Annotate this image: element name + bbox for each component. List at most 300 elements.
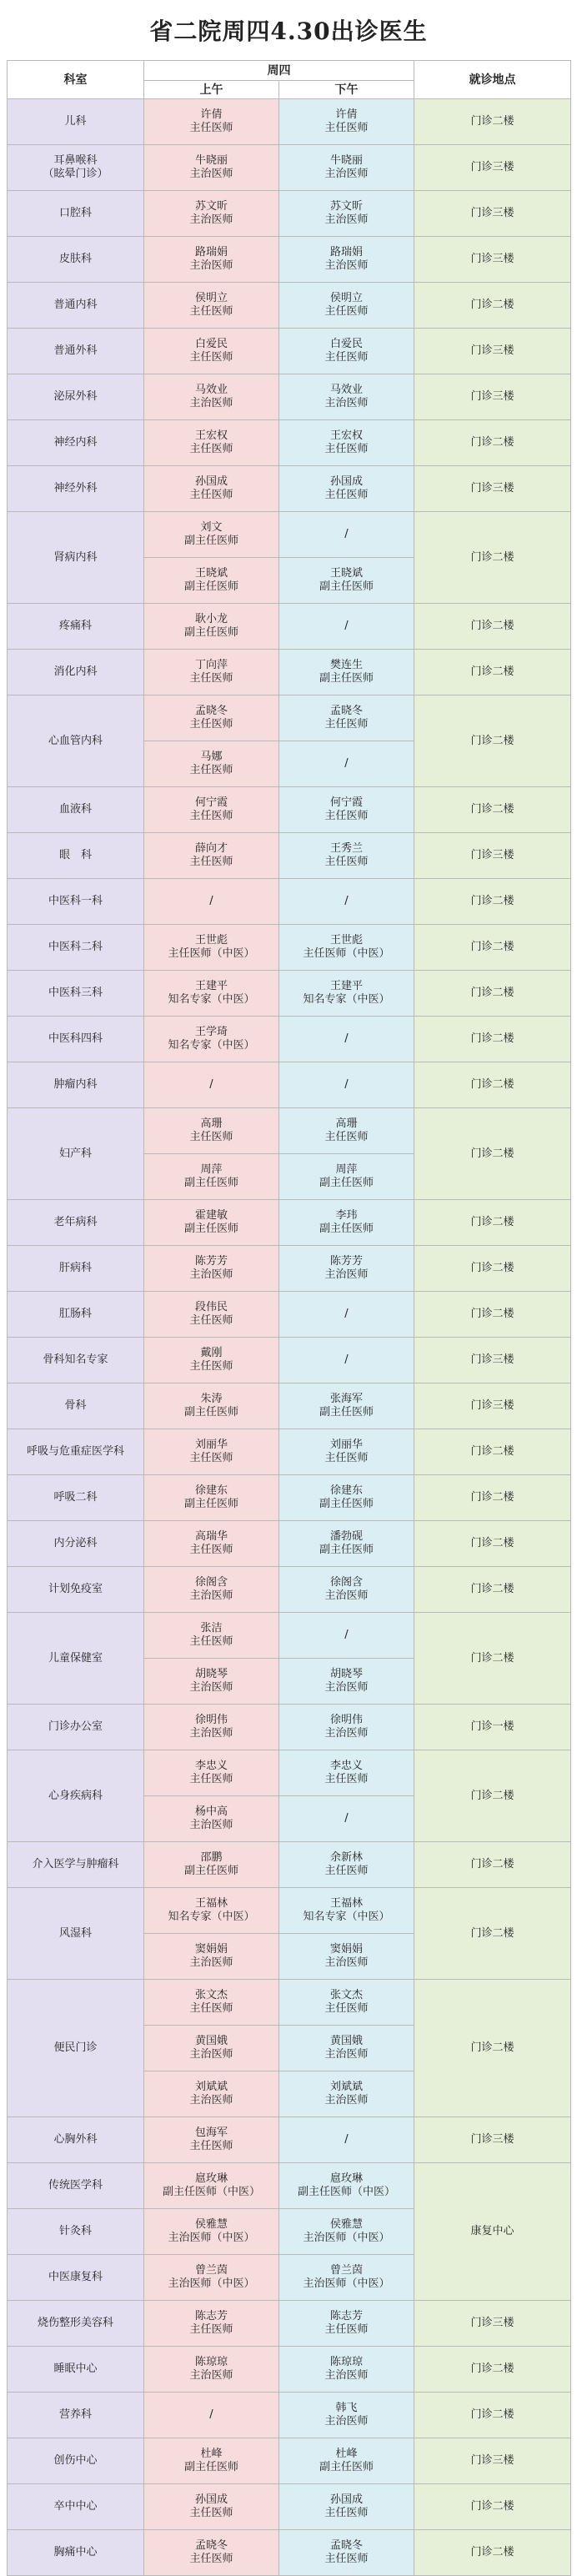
dept-cell: 疼痛科 xyxy=(8,604,144,650)
doctor-name: 侯明立 xyxy=(194,292,228,304)
doctor-name: 马效业 xyxy=(329,384,363,396)
table-row xyxy=(8,695,571,741)
doctor-name: 胡晓琴 xyxy=(329,1668,363,1680)
pm-doctor-cell xyxy=(279,2071,414,2117)
am-doctor-cell xyxy=(144,833,279,879)
doctor-title: 主任医师 xyxy=(324,856,369,868)
doctor-name: 孟晓冬 xyxy=(194,705,228,717)
header-day: 周四 xyxy=(144,61,414,81)
location-cell: 门诊二楼 xyxy=(414,2393,571,2438)
dept-cell: 儿科 xyxy=(8,99,144,145)
doctor-title: 主治医师 xyxy=(324,2048,369,2061)
location-cell: 门诊二楼 xyxy=(414,1613,571,1705)
dept-cell: 烧伤整形美容科 xyxy=(8,2301,144,2347)
doctor-name: 杜峰 xyxy=(200,2448,223,2460)
doctor-title: 主任医师 xyxy=(189,2002,233,2015)
location-cell: 康复中心 xyxy=(414,2163,571,2301)
dept-cell: 中医科一科 xyxy=(8,879,144,925)
table-row xyxy=(8,466,571,512)
doctor-title: 副主任医师 xyxy=(183,1406,238,1419)
am-doctor-cell xyxy=(144,2255,279,2301)
doctor-name: 刘斌斌 xyxy=(329,2081,363,2093)
doctor-title: 主任医师 xyxy=(189,351,233,364)
location-cell: 门诊三楼 xyxy=(414,237,571,283)
location-cell: 门诊三楼 xyxy=(414,145,571,191)
am-doctor-cell xyxy=(144,1108,279,1154)
doctor-name: 王秀兰 xyxy=(329,842,363,855)
doctor-name: 高珊 xyxy=(200,1117,223,1130)
doctor-name: 张洁 xyxy=(200,1622,223,1634)
pm-doctor-cell xyxy=(279,2026,414,2071)
doctor-name: 周萍 xyxy=(335,1163,358,1176)
dept-cell: 神经外科 xyxy=(8,466,144,512)
doctor-title: 主任医师 xyxy=(324,305,369,318)
pm-doctor-cell xyxy=(279,283,414,329)
doctor-name: 扈玫琳 xyxy=(194,2172,228,2185)
location-cell: 门诊二楼 xyxy=(414,2347,571,2393)
doctor-title: 副主任医师 xyxy=(319,1498,374,1510)
location-cell: 门诊二楼 xyxy=(414,1980,571,2117)
location-cell: 门诊三楼 xyxy=(414,191,571,237)
doctor-name: 李忠义 xyxy=(194,1760,228,1772)
dept-cell: 妇产科 xyxy=(8,1108,144,1200)
table-row xyxy=(8,1200,571,1246)
dept-cell: 皮肤科 xyxy=(8,237,144,283)
am-doctor-cell xyxy=(144,191,279,237)
table-row xyxy=(8,374,571,420)
doctor-name: 潘勃砚 xyxy=(329,1530,363,1543)
doctor-title: 主治医师 xyxy=(324,397,369,409)
table-row xyxy=(8,1980,571,2026)
table-row xyxy=(8,2163,571,2209)
am-doctor-cell xyxy=(144,329,279,374)
doctor-title: 主任医师 xyxy=(324,2553,369,2565)
pm-doctor-cell xyxy=(279,971,414,1017)
am-doctor-cell xyxy=(144,1613,279,1659)
table-row xyxy=(8,1842,571,1888)
dept-cell: 骨科 xyxy=(8,1383,144,1429)
pm-doctor-cell xyxy=(279,2209,414,2255)
am-doctor-cell xyxy=(144,971,279,1017)
am-doctor-cell xyxy=(144,1796,279,1842)
doctor-title: 主任医师 xyxy=(189,764,233,776)
doctor-title: 主任医师 xyxy=(189,2323,233,2336)
pm-doctor-cell xyxy=(279,512,414,558)
doctor-name: / xyxy=(209,2408,213,2421)
am-doctor-cell xyxy=(144,604,279,650)
dept-cell: 肝病科 xyxy=(8,1246,144,1292)
table-row xyxy=(8,145,571,191)
doctor-title: 知名专家（中医） xyxy=(168,1911,255,1923)
pm-doctor-cell xyxy=(279,237,414,283)
dept-cell: 老年病科 xyxy=(8,1200,144,1246)
pm-doctor-cell xyxy=(279,1292,414,1338)
pm-doctor-cell xyxy=(279,1383,414,1429)
dept-cell: 中医科二科 xyxy=(8,925,144,971)
doctor-title: 主治医师 xyxy=(189,2094,233,2106)
pm-doctor-cell xyxy=(279,2393,414,2438)
doctor-name: 孙国成 xyxy=(194,475,228,488)
schedule-body xyxy=(8,99,571,2576)
location-cell: 门诊二楼 xyxy=(414,1246,571,1292)
dept-cell: 中医康复科 xyxy=(8,2255,144,2301)
doctor-name: 霍建敏 xyxy=(194,1209,228,1222)
pm-doctor-cell xyxy=(279,2255,414,2301)
doctor-name: 樊连生 xyxy=(329,659,363,671)
doctor-name: / xyxy=(344,620,349,632)
doctor-name: 王建平 xyxy=(194,980,228,992)
location-cell: 门诊二楼 xyxy=(414,787,571,833)
doctor-name: 王世彪 xyxy=(194,934,228,947)
table-row xyxy=(8,1613,571,1659)
table-row xyxy=(8,879,571,925)
am-doctor-cell xyxy=(144,1338,279,1383)
doctor-title: 主治医师 xyxy=(324,2369,369,2382)
dept-cell: 眼 科 xyxy=(8,833,144,879)
table-row xyxy=(8,2530,571,2576)
doctor-name: 戴刚 xyxy=(200,1347,223,1359)
pm-doctor-cell xyxy=(279,2117,414,2163)
doctor-name: 曾兰茵 xyxy=(194,2264,228,2277)
am-doctor-cell xyxy=(144,1383,279,1429)
am-doctor-cell xyxy=(144,237,279,283)
am-doctor-cell xyxy=(144,650,279,695)
dept-cell: 中医科四科 xyxy=(8,1017,144,1062)
pm-doctor-cell xyxy=(279,1521,414,1567)
table-row xyxy=(8,1429,571,1475)
am-doctor-cell xyxy=(144,2117,279,2163)
location-cell: 门诊二楼 xyxy=(414,1108,571,1200)
doctor-title: 副主任医师 xyxy=(319,1177,374,1189)
am-doctor-cell xyxy=(144,1017,279,1062)
am-doctor-cell xyxy=(144,1200,279,1246)
am-doctor-cell xyxy=(144,99,279,145)
am-doctor-cell xyxy=(144,2301,279,2347)
doctor-name: 白爱民 xyxy=(194,338,228,350)
doctor-title: 主治医师 xyxy=(324,168,369,180)
doctor-name: 陈琼琼 xyxy=(194,2356,228,2368)
doctor-title: 副主任医师 xyxy=(183,2461,238,2473)
doctor-title: 主任医师（中医） xyxy=(303,947,390,960)
pm-doctor-cell xyxy=(279,1705,414,1750)
doctor-name: 路瑞娟 xyxy=(329,246,363,259)
doctor-title: 主治医师 xyxy=(189,2369,233,2382)
doctor-name: / xyxy=(344,1078,349,1091)
dept-cell: 卒中中心 xyxy=(8,2484,144,2530)
dept-cell: 心身疾病科 xyxy=(8,1750,144,1842)
doctor-name: 陈芳芳 xyxy=(329,1255,363,1268)
dept-cell: 心胸外科 xyxy=(8,2117,144,2163)
doctor-title: 主治医师 xyxy=(324,1681,369,1694)
am-doctor-cell xyxy=(144,283,279,329)
doctor-name: 王福林 xyxy=(329,1897,363,1910)
doctor-title: 主治医师 xyxy=(324,1956,369,1969)
doctor-name: 包海军 xyxy=(194,2127,228,2139)
table-row xyxy=(8,1292,571,1338)
doctor-title: 副主任医师 xyxy=(183,535,238,547)
doctor-title: 主任医师 xyxy=(324,1865,369,1877)
doctor-title: 主治医师 xyxy=(189,1681,233,1694)
am-doctor-cell xyxy=(144,2163,279,2209)
doctor-title: 主任医师 xyxy=(189,1544,233,1556)
doctor-name: 牛晓丽 xyxy=(329,154,363,167)
table-row xyxy=(8,237,571,283)
doctor-name: 陈芳芳 xyxy=(194,1255,228,1268)
am-doctor-cell xyxy=(144,1154,279,1200)
doctor-title: 主治医师（中医） xyxy=(303,2232,390,2244)
location-cell: 门诊二楼 xyxy=(414,283,571,329)
doctor-name: / xyxy=(344,1308,349,1320)
doctor-title: 副主任医师 xyxy=(183,626,238,639)
doctor-title: 主任医师 xyxy=(189,1452,233,1464)
dept-cell: 中医科三科 xyxy=(8,971,144,1017)
doctor-title: 主任医师 xyxy=(189,718,233,731)
pm-doctor-cell xyxy=(279,2347,414,2393)
pm-doctor-cell xyxy=(279,1062,414,1108)
doctor-name: 白爱民 xyxy=(329,338,363,350)
table-row xyxy=(8,1705,571,1750)
doctor-title: 副主任医师 xyxy=(183,580,238,593)
pm-doctor-cell xyxy=(279,879,414,925)
doctor-title: 主治医师 xyxy=(324,259,369,272)
location-cell: 门诊二楼 xyxy=(414,604,571,650)
location-cell: 门诊二楼 xyxy=(414,650,571,695)
doctor-name: 刘斌斌 xyxy=(194,2081,228,2093)
am-doctor-cell xyxy=(144,925,279,971)
doctor-name: 扈玫琳 xyxy=(329,2172,363,2185)
am-doctor-cell xyxy=(144,1980,279,2026)
pm-doctor-cell xyxy=(279,1200,414,1246)
doctor-name: 孟晓冬 xyxy=(329,705,363,717)
doctor-name: 张文杰 xyxy=(329,1989,363,2001)
schedule-table xyxy=(7,60,571,2576)
doctor-name: 高珊 xyxy=(335,1117,358,1130)
pm-doctor-cell xyxy=(279,1659,414,1705)
doctor-name: 王宏权 xyxy=(329,429,363,442)
table-row xyxy=(8,2484,571,2530)
doctor-title: 主治医师（中医） xyxy=(303,2277,390,2290)
am-doctor-cell xyxy=(144,420,279,466)
doctor-name: / xyxy=(209,895,213,907)
pm-doctor-cell xyxy=(279,1429,414,1475)
pm-doctor-cell xyxy=(279,2163,414,2209)
doctor-title: 主任医师 xyxy=(189,672,233,685)
location-cell: 门诊二楼 xyxy=(414,420,571,466)
doctor-name: 高瑞华 xyxy=(194,1530,228,1543)
am-doctor-cell xyxy=(144,2347,279,2393)
doctor-name: 王宏权 xyxy=(194,429,228,442)
location-cell: 门诊二楼 xyxy=(414,1521,571,1567)
doctor-title: 主治医师 xyxy=(189,168,233,180)
dept-cell: 介入医学与肿瘤科 xyxy=(8,1842,144,1888)
doctor-name: 李忠义 xyxy=(329,1760,363,1772)
doctor-title: 知名专家（中医） xyxy=(303,1911,390,1923)
dept-cell: 普通外科 xyxy=(8,329,144,374)
doctor-name: 刘丽华 xyxy=(329,1439,363,1451)
dept-cell: 睡眠中心 xyxy=(8,2347,144,2393)
doctor-name: 徐明伟 xyxy=(194,1714,228,1726)
location-cell: 门诊二楼 xyxy=(414,1062,571,1108)
location-cell: 门诊二楼 xyxy=(414,1017,571,1062)
doctor-name: 苏文昕 xyxy=(194,200,228,213)
doctor-name: 王建平 xyxy=(329,980,363,992)
doctor-name: 王学琦 xyxy=(194,1026,228,1038)
doctor-title: 主任医师 xyxy=(324,1773,369,1785)
location-cell: 门诊二楼 xyxy=(414,1888,571,1980)
location-cell: 门诊三楼 xyxy=(414,2438,571,2484)
table-row xyxy=(8,2438,571,2484)
pm-doctor-cell xyxy=(279,2301,414,2347)
doctor-title: 主任医师 xyxy=(189,489,233,501)
doctor-name: 何宁霞 xyxy=(329,796,363,809)
dept-cell: 骨科知名专家 xyxy=(8,1338,144,1383)
doctor-title: 主任医师 xyxy=(324,1452,369,1464)
am-doctor-cell xyxy=(144,695,279,741)
pm-doctor-cell xyxy=(279,1154,414,1200)
dept-cell: 针灸科 xyxy=(8,2209,144,2255)
location-cell: 门诊二楼 xyxy=(414,99,571,145)
am-doctor-cell xyxy=(144,1705,279,1750)
doctor-name: 刘丽华 xyxy=(194,1439,228,1451)
table-row xyxy=(8,1475,571,1521)
doctor-name: 窦娟娟 xyxy=(194,1943,228,1956)
doctor-title: 主治医师 xyxy=(189,2048,233,2061)
doctor-name: 张文杰 xyxy=(194,1989,228,2001)
table-row xyxy=(8,1750,571,1796)
location-cell: 门诊二楼 xyxy=(414,1842,571,1888)
pm-doctor-cell xyxy=(279,2530,414,2576)
pm-doctor-cell xyxy=(279,329,414,374)
doctor-name: 苏文昕 xyxy=(329,200,363,213)
doctor-name: 王福林 xyxy=(194,1897,228,1910)
doctor-title: 副主任医师 xyxy=(319,1223,374,1235)
dept-cell: 呼吸与危重症医学科 xyxy=(8,1429,144,1475)
doctor-title: 主任医师 xyxy=(324,122,369,134)
am-doctor-cell xyxy=(144,2530,279,2576)
dept-cell: 门诊办公室 xyxy=(8,1705,144,1750)
dept-cell: 内分泌科 xyxy=(8,1521,144,1567)
doctor-title: 主任医师 xyxy=(324,489,369,501)
doctor-name: / xyxy=(344,1629,349,1641)
doctor-name: 丁向萍 xyxy=(194,659,228,671)
dept-cell: 血液科 xyxy=(8,787,144,833)
am-doctor-cell xyxy=(144,1750,279,1796)
table-row xyxy=(8,191,571,237)
table-row xyxy=(8,2393,571,2438)
am-doctor-cell xyxy=(144,1429,279,1475)
am-doctor-cell xyxy=(144,1659,279,1705)
doctor-title: 主治医师（中医） xyxy=(168,2232,255,2244)
doctor-title: 主任医师 xyxy=(324,718,369,731)
pm-doctor-cell xyxy=(279,1246,414,1292)
pm-doctor-cell xyxy=(279,833,414,879)
dept-cell: 心血管内科 xyxy=(8,695,144,787)
dept-cell: 传统医学科 xyxy=(8,2163,144,2209)
doctor-title: 主任医师 xyxy=(189,1773,233,1785)
dept-cell: 风湿科 xyxy=(8,1888,144,1980)
doctor-name: / xyxy=(209,1078,213,1091)
table-row xyxy=(8,1521,571,1567)
location-cell: 门诊二楼 xyxy=(414,695,571,787)
am-doctor-cell xyxy=(144,145,279,191)
doctor-name: 孙国成 xyxy=(329,2493,363,2506)
doctor-name: 耿小龙 xyxy=(194,613,228,625)
pm-doctor-cell xyxy=(279,191,414,237)
dept-cell: 肛肠科 xyxy=(8,1292,144,1338)
doctor-title: 主任医师 xyxy=(189,1635,233,1648)
location-cell: 门诊二楼 xyxy=(414,1200,571,1246)
dept-cell: 便民门诊 xyxy=(8,1980,144,2117)
doctor-name: 李玮 xyxy=(335,1209,358,1222)
am-doctor-cell xyxy=(144,1842,279,1888)
doctor-name: 徐阁含 xyxy=(329,1576,363,1589)
table-row xyxy=(8,1017,571,1062)
doctor-name: 张海军 xyxy=(329,1393,363,1405)
doctor-title: 主任医师 xyxy=(324,2507,369,2519)
doctor-title: 副主任医师 xyxy=(319,1406,374,1419)
doctor-title: 主任医师 xyxy=(189,2507,233,2519)
pm-doctor-cell xyxy=(279,1338,414,1383)
dept-cell: 口腔科 xyxy=(8,191,144,237)
pm-doctor-cell xyxy=(279,1108,414,1154)
doctor-title: 主任医师 xyxy=(324,2323,369,2336)
doctor-name: 侯雅慧 xyxy=(329,2218,363,2231)
pm-doctor-cell xyxy=(279,1475,414,1521)
doctor-title: 副主任医师 xyxy=(183,1177,238,1189)
doctor-name: 牛晓丽 xyxy=(194,154,228,167)
table-row xyxy=(8,833,571,879)
doctor-title: 主治医师 xyxy=(189,1268,233,1281)
location-cell: 门诊二楼 xyxy=(414,1292,571,1338)
am-doctor-cell xyxy=(144,1475,279,1521)
table-row xyxy=(8,2301,571,2347)
location-cell: 门诊二楼 xyxy=(414,1750,571,1842)
doctor-title: 主任医师 xyxy=(324,810,369,822)
pm-doctor-cell xyxy=(279,2438,414,2484)
doctor-name: 余新林 xyxy=(329,1851,363,1864)
location-cell: 门诊二楼 xyxy=(414,1475,571,1521)
doctor-name: 王晓斌 xyxy=(194,567,228,580)
location-cell: 门诊三楼 xyxy=(414,2117,571,2163)
table-row xyxy=(8,420,571,466)
dept-cell: 肿瘤内科 xyxy=(8,1062,144,1108)
table-row xyxy=(8,925,571,971)
pm-doctor-cell xyxy=(279,1567,414,1613)
table-row xyxy=(8,971,571,1017)
doctor-name: 韩飞 xyxy=(335,2402,358,2414)
dept-cell: 儿童保健室 xyxy=(8,1613,144,1705)
pm-doctor-cell xyxy=(279,925,414,971)
am-doctor-cell xyxy=(144,1567,279,1613)
location-cell: 门诊二楼 xyxy=(414,925,571,971)
doctor-title: 副主任医师 xyxy=(319,672,374,685)
doctor-title: 副主任医师（中医） xyxy=(162,2186,260,2198)
am-doctor-cell xyxy=(144,741,279,787)
table-row xyxy=(8,1888,571,1934)
doctor-name: 王晓斌 xyxy=(329,567,363,580)
header-dept: 科室 xyxy=(8,61,144,99)
table-row xyxy=(8,283,571,329)
table-row xyxy=(8,1062,571,1108)
doctor-name: 孙国成 xyxy=(194,2493,228,2506)
doctor-title: 知名专家（中医） xyxy=(303,993,390,1006)
doctor-title: 副主任医师 xyxy=(183,1223,238,1235)
doctor-name: 段伟民 xyxy=(194,1301,228,1313)
doctor-title: 主任医师 xyxy=(189,305,233,318)
doctor-title: 主任医师 xyxy=(189,1131,233,1143)
pm-doctor-cell xyxy=(279,1796,414,1842)
header-am: 上午 xyxy=(144,81,279,99)
